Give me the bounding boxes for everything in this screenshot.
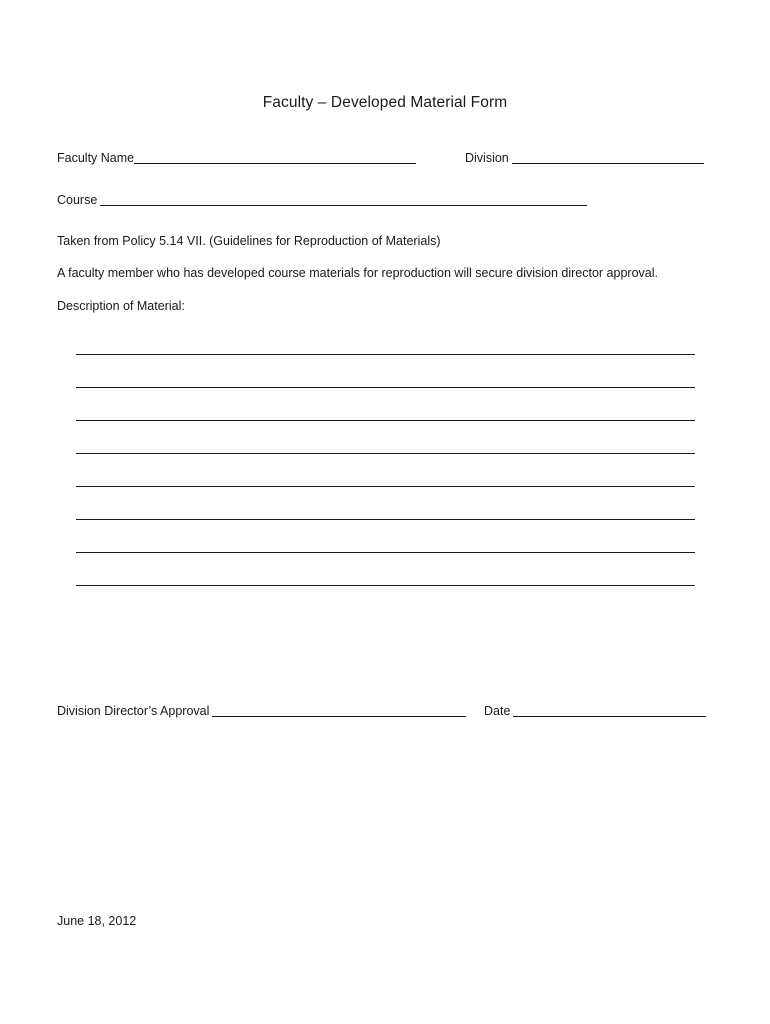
description-label: Description of Material: <box>57 299 185 313</box>
date-label: Date <box>484 704 511 718</box>
description-line[interactable] <box>76 486 695 487</box>
description-line[interactable] <box>76 420 695 421</box>
director-approval-field <box>57 703 466 719</box>
course-field <box>57 192 587 208</box>
course-input-line[interactable] <box>100 192 587 206</box>
faculty-name-label: Faculty Name <box>57 151 135 165</box>
division-field <box>465 150 704 166</box>
description-line[interactable] <box>76 453 695 454</box>
faculty-name-input-line[interactable] <box>134 150 416 164</box>
director-approval-label: Division Director’s Approval <box>57 704 210 718</box>
description-line[interactable] <box>76 519 695 520</box>
approval-statement-text: A faculty member who has developed course materials for reproduction will secure division director approval. <box>57 266 658 280</box>
course-label: Course <box>57 193 98 207</box>
director-approval-signature-line[interactable] <box>212 703 466 717</box>
division-label: Division <box>465 151 509 165</box>
description-line[interactable] <box>76 552 695 553</box>
form-title: Faculty – Developed Material Form <box>262 94 508 111</box>
revision-date: June 18, 2012 <box>57 914 137 928</box>
division-input-line[interactable] <box>512 150 704 164</box>
description-line[interactable] <box>76 387 695 388</box>
date-input-line[interactable] <box>513 703 706 717</box>
faculty-name-field <box>57 150 416 166</box>
policy-reference-text: Taken from Policy 5.14 VII. (Guidelines for Reproduction of Materials) <box>57 234 441 248</box>
description-line[interactable] <box>76 585 695 586</box>
description-line[interactable] <box>76 354 695 355</box>
date-field <box>484 703 706 719</box>
